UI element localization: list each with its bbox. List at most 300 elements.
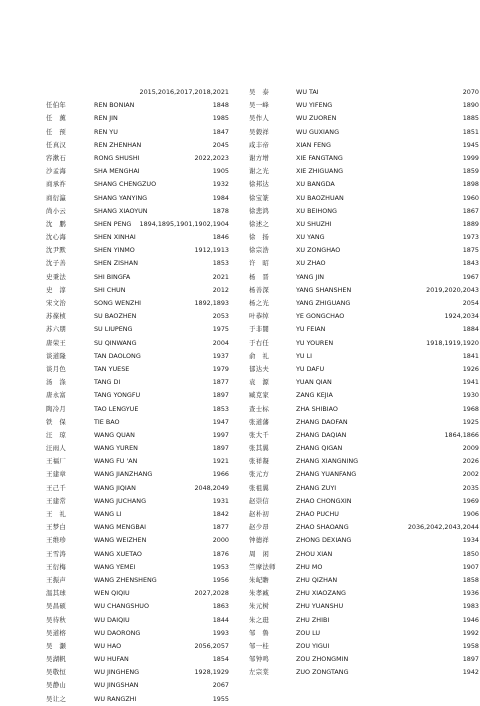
index-entry: [247, 653, 479, 666]
chinese-name: 王福厂: [46, 457, 67, 466]
index-entry: [0, 640, 240, 653]
pinyin-name: TAN DAOLONG: [94, 351, 141, 360]
index-entry: [247, 548, 479, 561]
pinyin-name: YU YOUREN: [296, 338, 334, 347]
page-refs: 1867: [462, 206, 479, 215]
pinyin-name: REN YU: [94, 127, 118, 136]
pinyin-name: WU HUFAN: [94, 655, 129, 664]
pinyin-name: WU JINGSHAN: [94, 681, 139, 690]
pinyin-name: WANG XUETAO: [94, 549, 142, 558]
page-refs: 1947: [212, 417, 229, 426]
page-refs: 1930: [462, 391, 479, 400]
pinyin-name: ZHANG QIGAN: [296, 444, 343, 453]
pinyin-name: TANG YONGFU: [94, 391, 141, 400]
chinese-name: 张大千: [249, 430, 270, 439]
index-entry: [247, 640, 479, 653]
chinese-name: 王振声: [46, 575, 67, 584]
pinyin-name: WU YIFENG: [296, 101, 333, 110]
page-refs: 2067: [212, 681, 229, 690]
page-refs: 1897: [212, 444, 229, 453]
chinese-name: 陶冷月: [46, 404, 67, 413]
chinese-name: 徐 扬: [249, 233, 270, 242]
pinyin-name: ZHU MO: [296, 562, 323, 571]
pinyin-name: TIE BAO: [94, 417, 120, 426]
page-refs: 1975: [212, 325, 229, 334]
pinyin-name: ZHANG XIANGNING: [296, 457, 359, 466]
chinese-name: 任 预: [46, 127, 67, 136]
page-refs: 2053: [212, 312, 229, 321]
index-column-left: [0, 86, 240, 706]
pinyin-name: WANG JUCHANG: [94, 496, 147, 505]
index-entry: [247, 271, 479, 284]
pinyin-name: ZHU YUANSHU: [296, 602, 344, 611]
index-entry: [247, 666, 479, 679]
pinyin-name: WANG YUREN: [94, 444, 138, 453]
page-refs: 2045: [212, 140, 229, 149]
index-entry: [247, 284, 479, 297]
pinyin-name: YU LI: [296, 351, 313, 360]
chinese-name: 苏葆桢: [46, 312, 67, 321]
chinese-name: 杨之光: [249, 299, 270, 307]
index-entry: [247, 534, 479, 547]
pinyin-name: REN BONIAN: [94, 101, 135, 110]
page-refs: 1853: [212, 259, 229, 268]
page-refs: 1918,1919,1920: [426, 338, 479, 347]
index-entry: [0, 468, 240, 481]
pinyin-name: ZHONG DEXIANG: [296, 536, 352, 545]
page-refs: 2004: [212, 338, 229, 347]
index-entry: [0, 574, 240, 587]
chinese-name: 汪 琼: [46, 430, 67, 439]
index-entry: [0, 548, 240, 561]
chinese-name: 徐悲鸿: [249, 206, 270, 215]
pinyin-name: SONG WENZHI: [94, 299, 142, 307]
chinese-name: 吴敬恒: [46, 668, 67, 677]
index-entry: [247, 508, 479, 521]
page-refs: 2000: [212, 536, 229, 545]
pinyin-name: ZHANG YUANFANG: [296, 470, 357, 479]
chinese-name: 杨善深: [249, 285, 270, 294]
page-refs: 1907: [462, 562, 479, 571]
page-refs: 2048,2049: [194, 483, 229, 492]
chinese-name: 朱屺瞻: [249, 575, 270, 584]
page-refs: 2021: [212, 272, 229, 281]
pinyin-name: ZANG KEJIA: [296, 391, 333, 400]
page-refs: 1850: [462, 549, 479, 558]
chinese-name: 铁 保: [46, 417, 67, 426]
pinyin-name: WEN QIQIU: [94, 589, 130, 598]
index-entry: [0, 653, 240, 666]
chinese-name: 竺摩法师: [249, 562, 276, 571]
chinese-name: 吴昌硕: [46, 602, 67, 611]
page-refs: 1966: [212, 470, 229, 479]
page-refs: 1877: [212, 523, 229, 532]
page-refs: 1897: [212, 391, 229, 400]
index-entry: [0, 587, 240, 600]
pinyin-name: ZHU ZHIBI: [296, 615, 330, 624]
page-refs: 2002: [462, 470, 479, 479]
page-refs: 1934: [462, 536, 479, 545]
pinyin-name: ZOU LU: [296, 628, 321, 637]
pinyin-name: TAO LENGYUE: [94, 404, 139, 413]
index-entry: [0, 192, 240, 205]
index-entry: [247, 205, 479, 218]
pinyin-name: ZHU XIAOZANG: [296, 589, 346, 598]
index-entry: [247, 363, 479, 376]
page-refs: 1884: [462, 325, 479, 334]
chinese-name: 朱元树: [249, 602, 270, 611]
index-entry: [0, 244, 240, 257]
page-refs: 1892,1893: [194, 299, 229, 307]
chinese-name: 商衍瀛: [46, 193, 67, 202]
index-entry: [0, 416, 240, 429]
chinese-name: 吴道榕: [46, 628, 67, 637]
pinyin-name: SHANG YANYING: [94, 193, 148, 202]
pinyin-name: SU BAOZHEN: [94, 312, 137, 321]
chinese-name: 朱孝臧: [249, 589, 270, 598]
pinyin-name: XU YANG: [296, 233, 325, 242]
index-entry: [0, 429, 240, 442]
pinyin-name: WANG JIQIAN: [94, 483, 136, 492]
index-entry: [0, 165, 240, 178]
page-refs: 1848: [212, 101, 229, 110]
index-entry: [0, 666, 240, 679]
pinyin-name: WANG FU 'AN: [94, 457, 138, 466]
pinyin-name: WANG WEIZHEN: [94, 536, 147, 545]
index-entry: [247, 416, 479, 429]
page-refs: 1906: [462, 510, 479, 518]
chinese-name: 徐述之: [249, 219, 270, 228]
index-entry: [247, 152, 479, 165]
index-entry: [247, 350, 479, 363]
pinyin-name: SU QINWANG: [94, 338, 137, 347]
index-entry: [0, 627, 240, 640]
pinyin-name: WANG LI: [94, 510, 122, 518]
index-entry: [247, 455, 479, 468]
page-refs: 1942: [462, 668, 479, 677]
pinyin-name: ZHAO CHONGXIN: [296, 496, 352, 505]
index-entry: [247, 482, 479, 495]
page-refs: 1858: [462, 575, 479, 584]
pinyin-name: YANG JIN: [296, 272, 325, 281]
chinese-name: 吴 泰: [249, 88, 270, 96]
page-refs: 1905: [212, 167, 229, 176]
index-entry: [247, 244, 479, 257]
page-refs: 1890: [462, 101, 479, 110]
chinese-name: 谈月色: [46, 364, 67, 373]
page-refs: 1985: [212, 114, 229, 123]
chinese-name: 张道藩: [249, 417, 270, 426]
page-refs: 1878: [212, 206, 229, 215]
chinese-name: 张元方: [249, 470, 270, 479]
page-refs: 1843: [462, 259, 479, 268]
page-refs: 1931: [212, 496, 229, 505]
index-entry: [247, 495, 479, 508]
pinyin-name: ZHAO SHAOANG: [296, 523, 349, 532]
chinese-name: 商承祚: [46, 180, 67, 189]
page-refs: 1885: [462, 114, 479, 123]
index-entry: [247, 429, 479, 442]
pinyin-name: SU LIUPENG: [94, 325, 133, 334]
index-entry: [0, 297, 240, 310]
pinyin-name: ZHAO PUCHU: [296, 510, 339, 518]
page-refs: 1992: [462, 628, 479, 637]
page-refs: 1945: [462, 140, 479, 149]
index-entry: [247, 389, 479, 402]
pinyin-name: WU RANGZHI: [94, 694, 137, 703]
page-refs: 1960: [462, 193, 479, 202]
index-entry: [0, 178, 240, 191]
pinyin-name: WU HAO: [94, 641, 122, 650]
pinyin-name: REN JIN: [94, 114, 118, 123]
page-refs: 1973: [462, 233, 479, 242]
page-refs: 1999: [462, 153, 479, 162]
pinyin-name: ZHOU XIAN: [296, 549, 333, 558]
page-refs: 1955: [212, 694, 229, 703]
chinese-name: 钟德祥: [249, 536, 270, 545]
index-entry: [0, 508, 240, 521]
chinese-name: 张祥凝: [249, 457, 270, 466]
chinese-name: 邹钟鸣: [249, 655, 270, 664]
index-entry: [0, 403, 240, 416]
page-refs: 1846: [212, 233, 229, 242]
index-entry: [0, 271, 240, 284]
chinese-name: 吴作人: [249, 114, 270, 123]
chinese-name: 王维珍: [46, 536, 67, 545]
page-refs: 2026: [462, 457, 479, 466]
pinyin-name: SHI CHUN: [94, 285, 126, 294]
chinese-name: 容漱石: [46, 153, 67, 162]
pinyin-name: ZHA SHIBIAO: [296, 404, 338, 413]
pinyin-name: ZHANG DAOFAN: [296, 417, 348, 426]
pinyin-name: YE GONGCHAO: [296, 312, 345, 321]
chinese-name: 许 昭: [249, 259, 270, 268]
page-refs: 1932: [212, 180, 229, 189]
index-entry: [247, 86, 479, 99]
chinese-name: 沈心海: [46, 233, 67, 242]
page-refs: 1983: [462, 602, 479, 611]
pinyin-name: XIE ZHIGUANG: [296, 167, 344, 176]
chinese-name: 苏六朋: [46, 325, 67, 334]
chinese-name: 王建常: [46, 496, 67, 505]
page-refs: 1946: [462, 615, 479, 624]
pinyin-name: XU BANGDA: [296, 180, 335, 189]
index-entry: [247, 403, 479, 416]
page-refs: 1889: [462, 219, 479, 228]
pinyin-name: WU GUXIANG: [296, 127, 340, 136]
chinese-name: 温其球: [46, 589, 67, 598]
index-column-right: [247, 86, 479, 679]
chinese-name: 任真汉: [46, 140, 67, 149]
index-entry: [0, 482, 240, 495]
index-entry: [247, 337, 479, 350]
index-entry: [0, 363, 240, 376]
chinese-name: 沈 鹏: [46, 219, 67, 228]
page-refs: 1984: [212, 193, 229, 202]
chinese-name: 王梦白: [46, 523, 67, 532]
page-refs: 2015,2016,2017,2018,2021: [139, 88, 229, 96]
pinyin-name: WANG QUAN: [94, 430, 135, 439]
index-entry: [0, 126, 240, 139]
index-entry: [247, 587, 479, 600]
index-entry: [247, 323, 479, 336]
page-refs: 1921: [212, 457, 229, 466]
page-refs: 1877: [212, 378, 229, 387]
chinese-name: 谈道隆: [46, 351, 67, 360]
page-refs: 1968: [462, 404, 479, 413]
chinese-name: 吴让之: [46, 694, 67, 703]
chinese-name: 邹一桂: [249, 641, 270, 650]
index-entry: [247, 600, 479, 613]
pinyin-name: RONG SHUSHI: [94, 153, 140, 162]
index-entry: [0, 152, 240, 165]
chinese-name: 赵少昂: [249, 523, 270, 532]
index-entry: [247, 218, 479, 231]
chinese-name: 咸丰帝: [249, 140, 270, 149]
page-refs: 1841: [462, 351, 479, 360]
page-refs: 1979: [212, 364, 229, 373]
pinyin-name: YANG SHANSHEN: [296, 285, 352, 294]
index-entry: [247, 468, 479, 481]
pinyin-name: XU BEIHONG: [296, 206, 337, 215]
chinese-name: 宋文治: [46, 299, 67, 307]
page-refs: 1851: [462, 127, 479, 136]
pinyin-name: ZOU ZHONGMIN: [296, 655, 349, 664]
chinese-name: 张其翼: [249, 444, 270, 453]
page-refs: 2009: [462, 444, 479, 453]
chinese-name: 吴静山: [46, 681, 67, 690]
chinese-name: 沙孟海: [46, 167, 67, 176]
page-refs: 2012: [212, 285, 229, 294]
chinese-name: 尚小云: [46, 206, 67, 215]
index-entry: [0, 534, 240, 547]
pinyin-name: WANG ZHENSHENG: [94, 575, 157, 584]
page-refs: 1956: [212, 575, 229, 584]
page-refs: 1854: [212, 655, 229, 664]
pinyin-name: XU SHUZHI: [296, 219, 332, 228]
index-entry: [0, 614, 240, 627]
pinyin-name: SHANG XIAOYUN: [94, 206, 148, 215]
index-entry: [247, 126, 479, 139]
index-entry: [247, 178, 479, 191]
index-entry: [0, 389, 240, 402]
index-entry: [0, 337, 240, 350]
page-refs: 1863: [212, 602, 229, 611]
page-refs: 1844: [212, 615, 229, 624]
pinyin-name: XIAN FENG: [296, 140, 331, 149]
page-refs: 1941: [462, 378, 479, 387]
index-entry: [0, 99, 240, 112]
chinese-name: 周 闲: [249, 549, 270, 558]
index-entry: [247, 521, 479, 534]
pinyin-name: WU JINGHENG: [94, 668, 140, 677]
index-entry: [247, 310, 479, 323]
page-refs: 1876: [212, 549, 229, 558]
chinese-name: 谢之光: [249, 167, 270, 176]
pinyin-name: SHI BINGFA: [94, 272, 131, 281]
index-entry: [0, 205, 240, 218]
chinese-name: 王衍梅: [46, 562, 67, 571]
page-refs: 1937: [212, 351, 229, 360]
chinese-name: 沈子善: [46, 259, 67, 268]
pinyin-name: YU DAFU: [296, 364, 325, 373]
index-entry: [247, 614, 479, 627]
pinyin-name: SHANG CHENGZUO: [94, 180, 157, 189]
chinese-name: 吴湖帆: [46, 655, 67, 664]
index-entry: [247, 231, 479, 244]
index-entry: [0, 257, 240, 270]
page-refs: 2035: [462, 483, 479, 492]
chinese-name: 郁达夫: [249, 364, 270, 373]
chinese-name: 于右任: [249, 338, 270, 347]
chinese-name: 于非闇: [249, 325, 270, 334]
index-entry: [0, 310, 240, 323]
pinyin-name: SHEN YINMO: [94, 246, 135, 255]
page-refs: 2070: [462, 88, 479, 96]
pinyin-name: WU DAORONG: [94, 628, 141, 637]
index-entry: [247, 257, 479, 270]
chinese-name: 王建章: [46, 470, 67, 479]
pinyin-name: WANG MENGBAI: [94, 523, 147, 532]
pinyin-name: WU CHANGSHUO: [94, 602, 149, 611]
index-entry: [0, 561, 240, 574]
page-refs: 1894,1895,1901,1902,1904: [139, 219, 229, 228]
chinese-name: 徐邦达: [249, 180, 270, 189]
pinyin-name: SHEN PENG: [94, 219, 132, 228]
page-refs: 1924,2034: [444, 312, 479, 321]
index-entry: [247, 192, 479, 205]
chinese-name: 王己千: [46, 483, 67, 492]
page-refs: 2019,2020,2043: [426, 285, 479, 294]
index-entry: [247, 99, 479, 112]
pinyin-name: YUAN QIAN: [296, 378, 332, 387]
page-refs: 1997: [212, 430, 229, 439]
index-entry: [247, 376, 479, 389]
page-refs: 2027,2028: [194, 589, 229, 598]
pinyin-name: YANG ZHIGUANG: [296, 299, 351, 307]
pinyin-name: WANG JIANZHANG: [94, 470, 153, 479]
pinyin-name: WANG YEMEI: [94, 562, 136, 571]
chinese-name: 查士标: [249, 404, 270, 413]
index-entry: [247, 297, 479, 310]
page-refs: 1897: [462, 655, 479, 664]
index-entry: [0, 350, 240, 363]
index-entry: [247, 139, 479, 152]
chinese-name: 史秉法: [46, 272, 67, 281]
chinese-name: 俞 礼: [249, 351, 270, 360]
index-entry: [0, 323, 240, 336]
chinese-name: 唐永富: [46, 391, 67, 400]
pinyin-name: XU ZONGHAO: [296, 246, 341, 255]
chinese-name: 汪雨人: [46, 444, 67, 453]
page-refs: 1875: [462, 246, 479, 255]
pinyin-name: TAN YUESE: [94, 364, 130, 373]
index-entry: [0, 284, 240, 297]
page-refs: 2056,2057: [194, 641, 229, 650]
pinyin-name: WU TAI: [296, 88, 319, 96]
chinese-name: 杨 晋: [249, 272, 270, 281]
index-entry: [0, 679, 240, 692]
page-refs: 1926: [462, 364, 479, 373]
pinyin-name: XIE FANGTANG: [296, 153, 343, 162]
page-refs: 2022,2023: [194, 153, 229, 162]
index-entry: [247, 561, 479, 574]
chinese-name: 叶恭绰: [249, 312, 270, 321]
chinese-name: 臧克家: [249, 391, 270, 400]
index-entry: [0, 495, 240, 508]
index-entry: [0, 600, 240, 613]
index-entry: [0, 521, 240, 534]
